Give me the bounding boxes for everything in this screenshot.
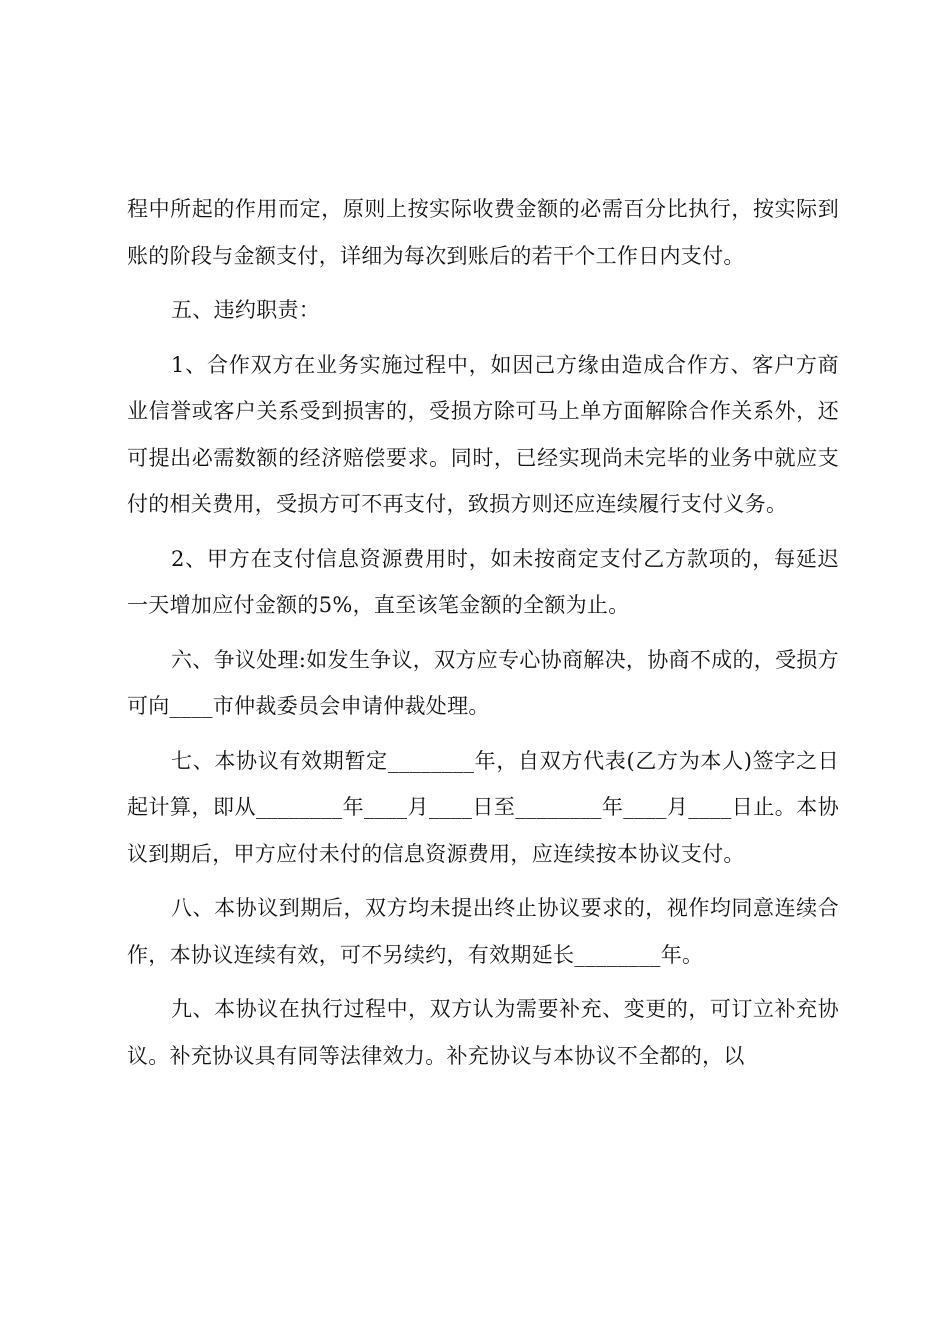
- section-6-dispute: 六、争议处理:如发生争议，双方应专心协商解决，协商不成的，受损方可向____市仲裁委员会申请仲裁处理。: [127, 647, 839, 718]
- section-7-validity: 七、本协议有效期暂定________年，自双方代表(乙方为本人)签字之日起计算，即从________年____月____日至________年____月____日止。本协议到期后，甲方应付未付的信息资源费用，应连续按本协议支付。: [127, 748, 839, 866]
- section-9-supplement: 九、本协议在执行过程中，双方认为需要补充、变更的，可订立补充协议。补充协议具有同等法律效力。补充协议与本协议不全都的，以: [127, 997, 839, 1068]
- section-8-renewal: 八、本协议到期后，双方均未提出终止协议要求的，视作均同意连续合作，本协议连续有效，可不另续约，有效期延长________年。: [127, 896, 839, 967]
- section-5-item-2: 2、甲方在支付信息资源费用时，如未按商定支付乙方款项的，每延迟一天增加应付金额的5%，直至该笔金额的全额为止。: [127, 546, 839, 617]
- section-5-item-1: 1、合作双方在业务实施过程中，如因己方缘由造成合作方、客户方商业信誉或客户关系受到损害的，受损方除可马上单方面解除合作关系外，还可提出必需数额的经济赔偿要求。同时，已经实现尚未完毕的业务中就应支付的相关费用，受损方可不再支付，致损方则还应连续履行支付义务。: [127, 352, 839, 516]
- section-5-heading: 五、违约职责：: [171, 298, 321, 322]
- paragraph-continuation: 程中所起的作用而定，原则上按实际收费金额的必需百分比执行，按实际到账的阶段与金额支付，详细为每次到账后的若干个工作日内支付。: [127, 197, 839, 268]
- document-body: [127, 186, 839, 1079]
